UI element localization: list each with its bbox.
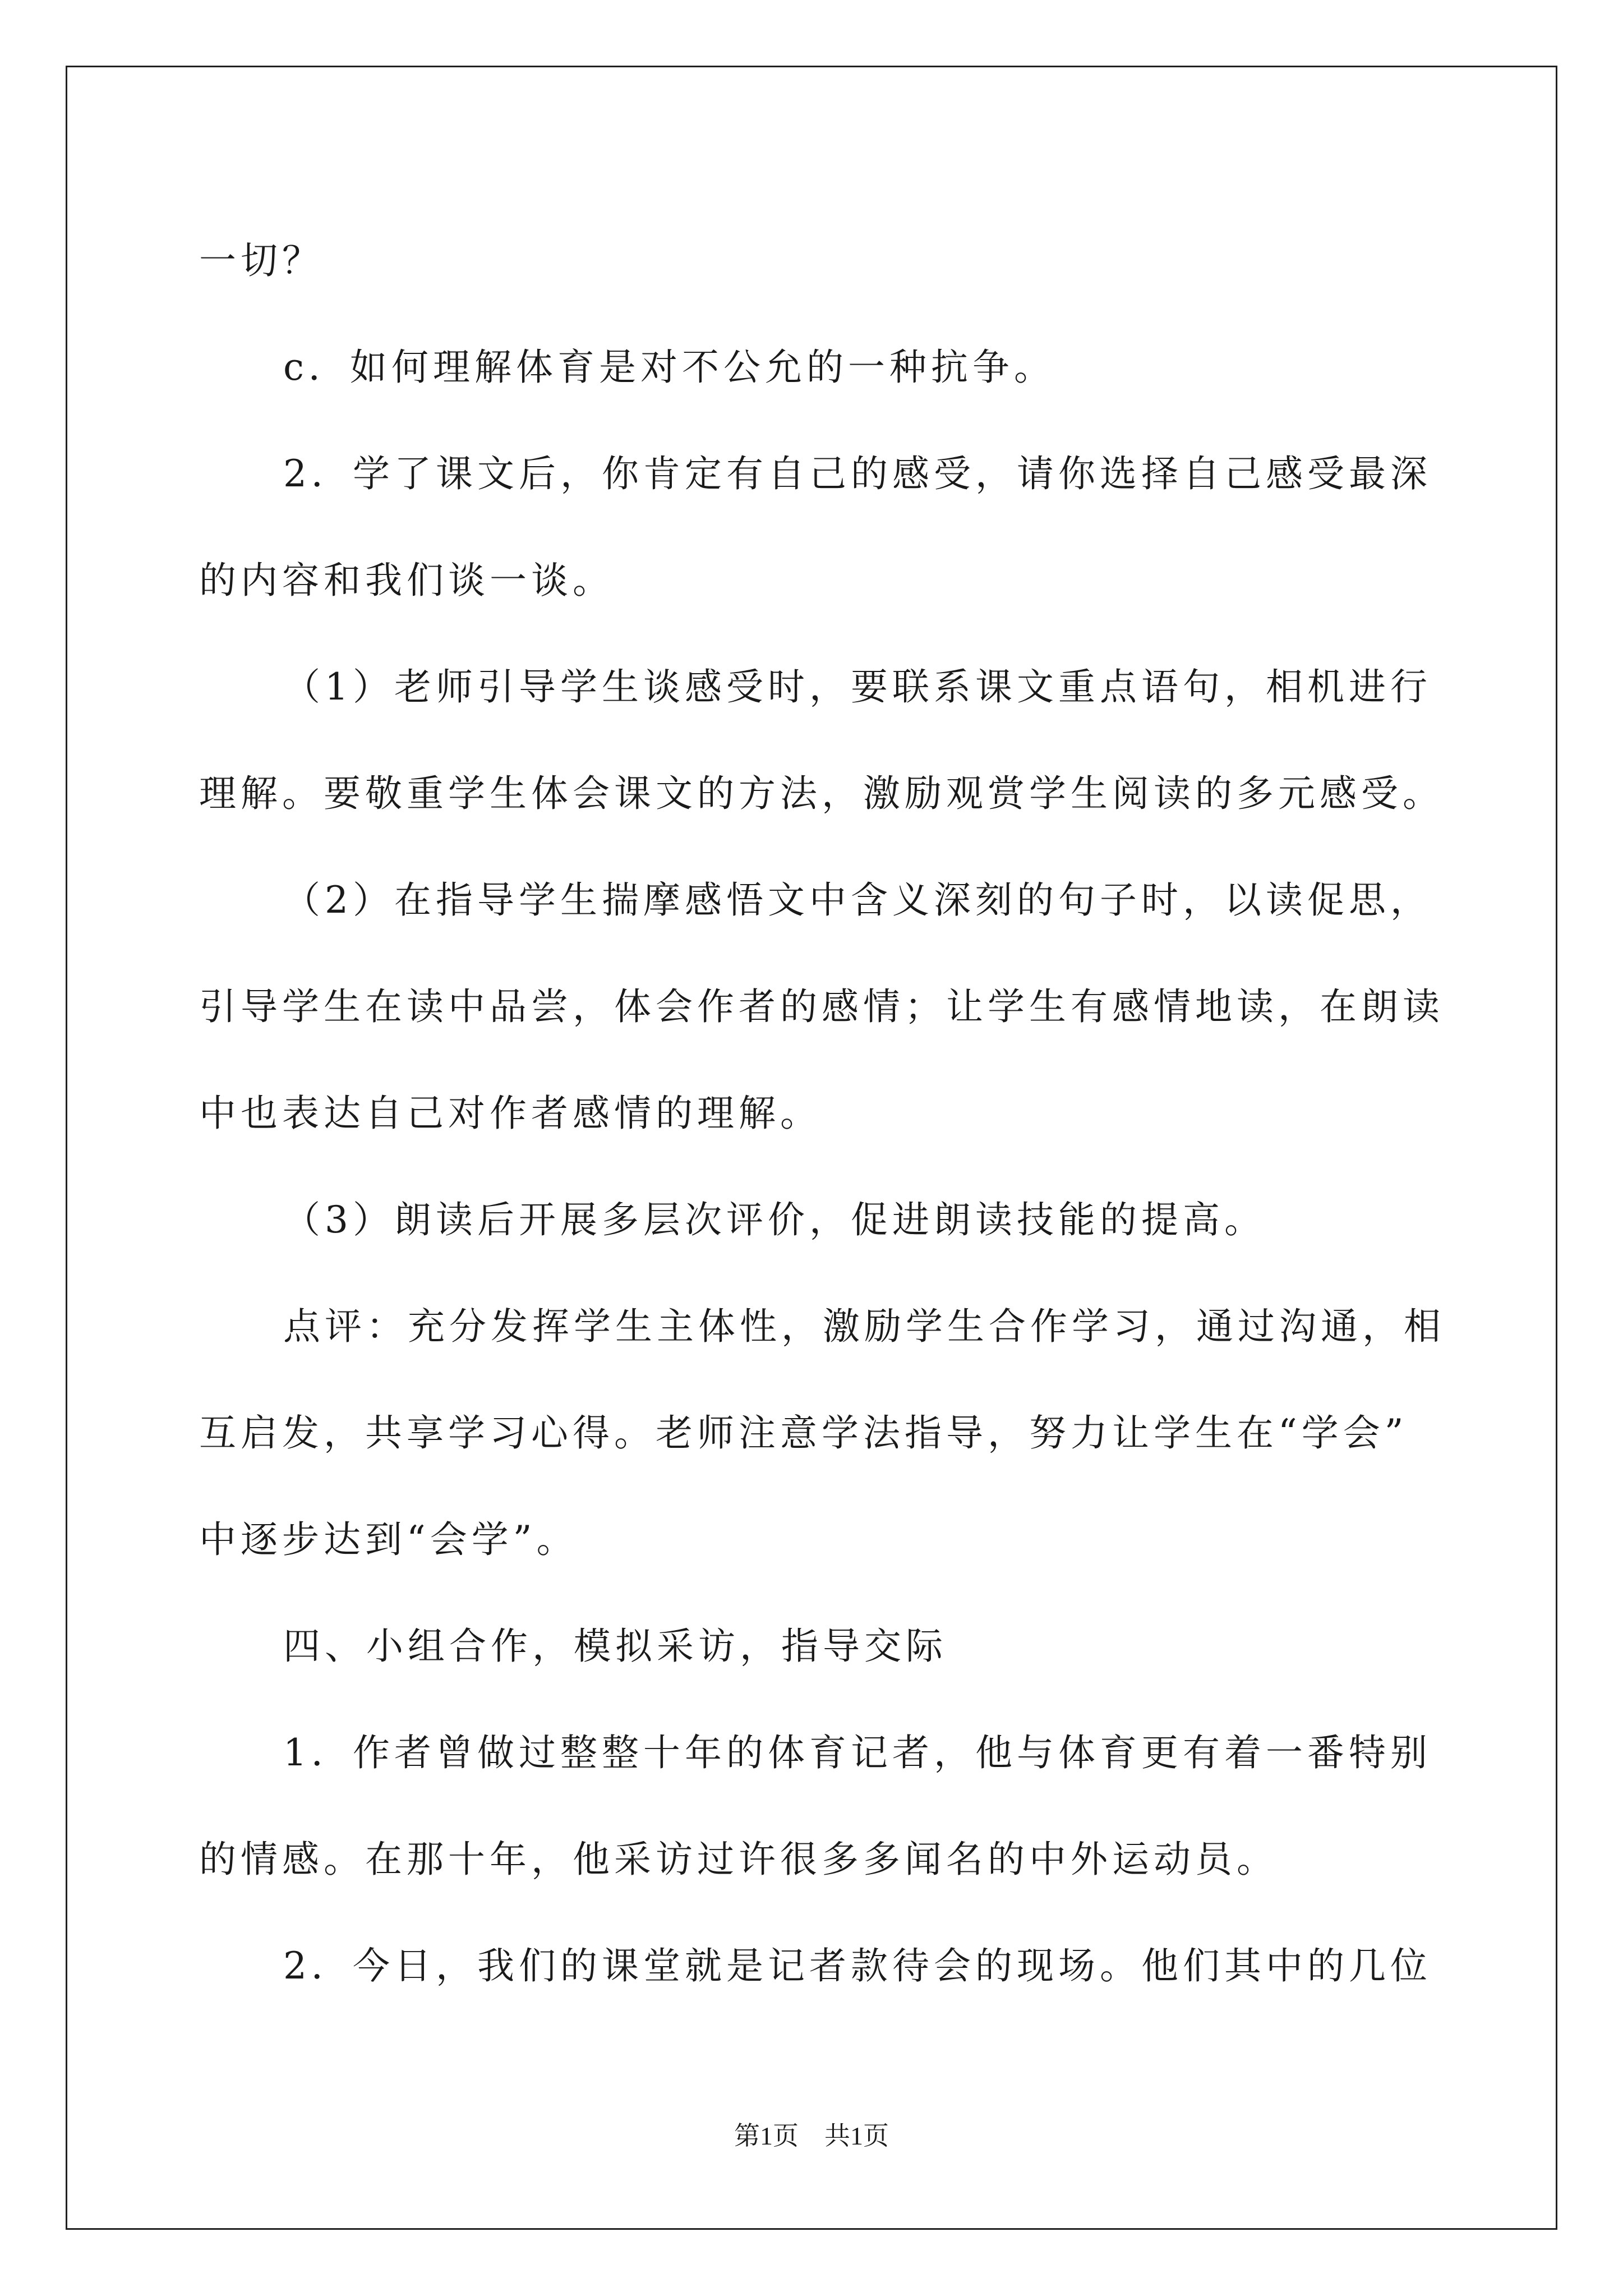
page-number-footer: 第1页 共1页 [734, 2122, 889, 2150]
text-line: 2．今日，我们的课堂就是记者款待会的现场。他们其中的几位 [283, 1944, 1432, 1987]
text-line: 互启发，共享学习心得。老师注意学法指导，努力让学生在“学会” [199, 1411, 1408, 1455]
text-line: 理解。要敬重学生体会课文的方法，激励观赏学生阅读的多元感受。 [199, 772, 1444, 815]
text-line: 的情感。在那十年，他采访过许很多多闻名的中外运动员。 [199, 1838, 1278, 1881]
document-body [199, 208, 1445, 2019]
text-line: 一切？ [199, 239, 324, 282]
text-line: 的内容和我们谈一谈。 [199, 559, 614, 602]
text-line: （3）朗读后开展多层次评价，促进朗读技能的提高。 [283, 1198, 1266, 1241]
text-line: （2）在指导学生揣摩感悟文中含义深刻的句子时，以读促思， [283, 878, 1432, 922]
text-line: 中逐步达到“会学”。 [199, 1518, 578, 1561]
text-line: 点评：充分发挥学生主体性，激励学生合作学习，通过沟通，相 [283, 1305, 1445, 1348]
text-line: 引导学生在读中品尝，体会作者的感情；让学生有感情地读，在朗读 [199, 985, 1444, 1028]
text-line: 四、小组合作，模拟采访，指导交际 [283, 1625, 947, 1668]
text-line: 1．作者曾做过整整十年的体育记者，他与体育更有着一番特别 [283, 1731, 1432, 1774]
text-line: 中也表达自己对作者感情的理解。 [199, 1092, 822, 1135]
text-line: （1）老师引导学生谈感受时，要联系课文重点语句，相机进行 [283, 665, 1432, 708]
text-line: 2．学了课文后，你肯定有自己的感受，请你选择自己感受最深 [283, 452, 1432, 495]
text-line: c．如何理解体育是对不公允的一种抗争。 [283, 346, 1055, 389]
